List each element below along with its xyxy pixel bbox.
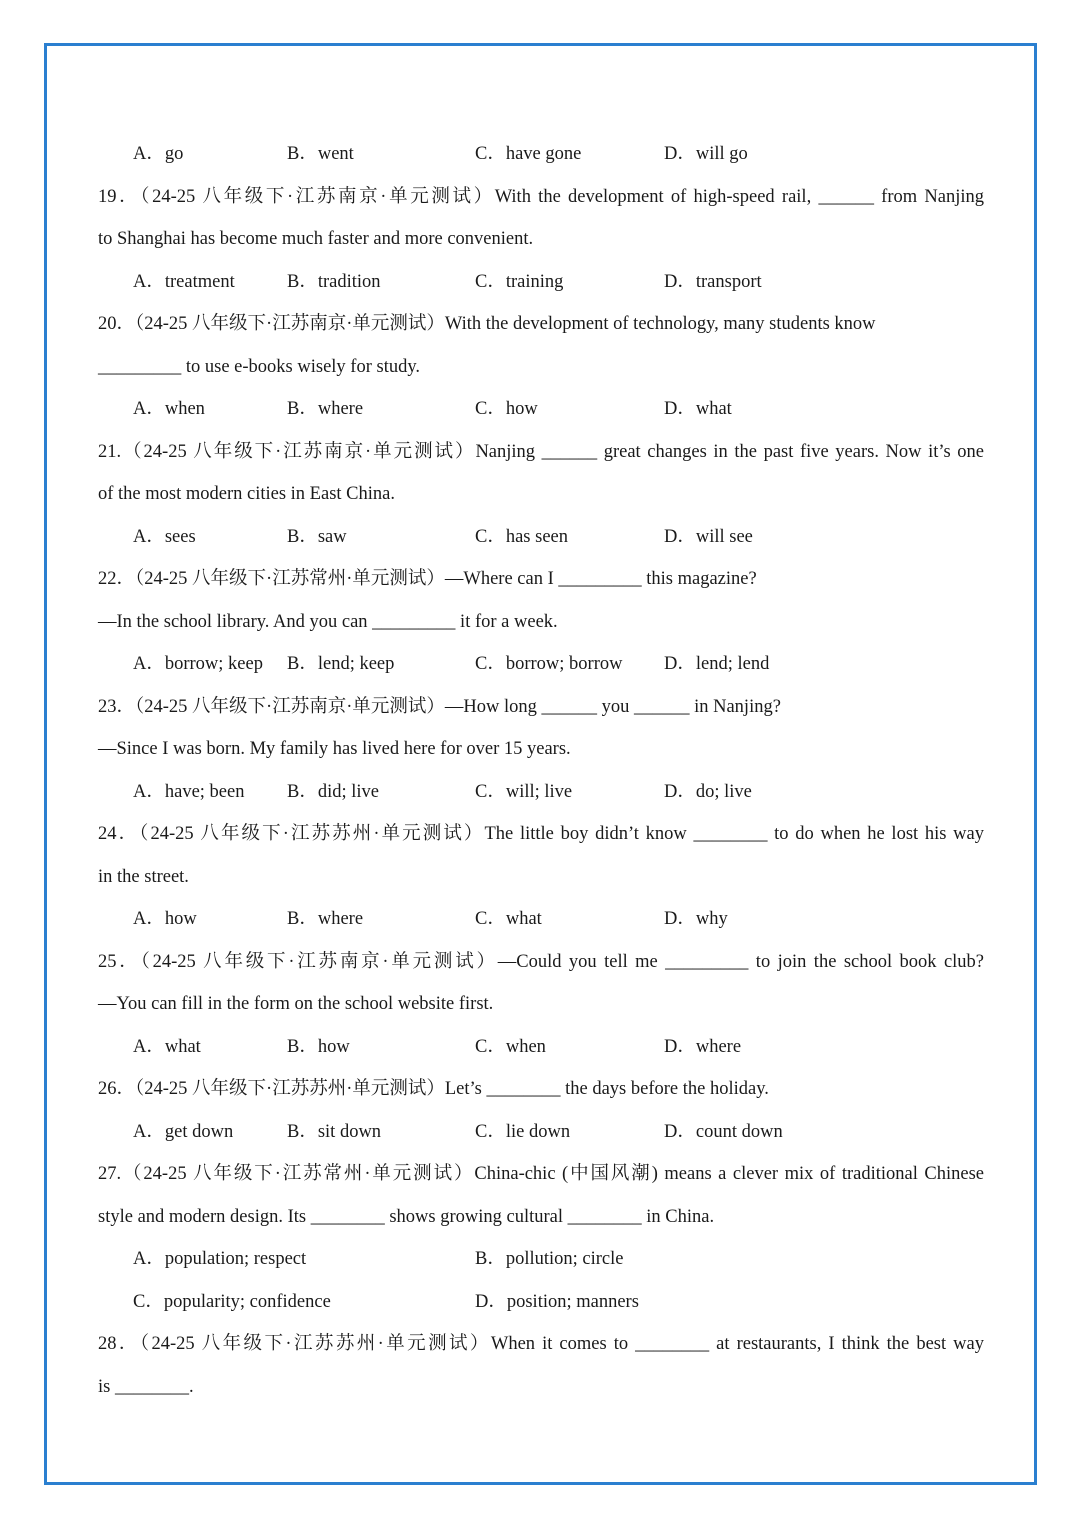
option-d: D．why — [664, 909, 728, 929]
question-stem-23-cont: —Since I was born. My family has lived here for over 15 years. — [98, 739, 571, 759]
question-stem-22: 22．（24-25 八年级下·江苏常州·单元测试）—Where can I _________ this magazine? — [98, 569, 757, 589]
option-a: A．go — [133, 144, 184, 164]
option-c: C．popularity; confidence — [133, 1291, 331, 1312]
options-row-wide — [98, 1281, 984, 1324]
option-a: A．population; respect — [133, 1249, 307, 1269]
question-stem-27: 27.（24-25 八年级下·江苏常州·单元测试）China-chic (中国风潮) means a clever mix of traditional Chinese — [98, 1164, 984, 1184]
question-stem-21: 21.（24-25 八年级下·江苏南京·单元测试）Nanjing ______ great changes in the past five years. Now it’s one — [98, 441, 984, 462]
question-stem-19-cont: to Shanghai has become much faster and more convenient. — [98, 229, 534, 249]
options-row — [98, 261, 984, 304]
option-b: B．tradition — [287, 271, 381, 292]
option-c: C．training — [475, 271, 564, 292]
question-stem-20-cont: _________ to use e-books wisely for study. — [98, 356, 421, 377]
option-d: D．position; manners — [475, 1291, 639, 1312]
option-c: C．what — [475, 909, 542, 929]
option-b: B．sit down — [287, 1121, 382, 1142]
options-row — [98, 1026, 984, 1069]
question-stem-24-cont: in the street. — [98, 866, 189, 887]
option-c: C．have gone — [475, 144, 582, 164]
option-c: C．when — [475, 1036, 546, 1057]
options-row — [98, 388, 984, 431]
question-stem-28: 28．（24-25 八年级下·江苏苏州·单元测试）When it comes to ________ at restaurants, I think the best way — [98, 1334, 984, 1354]
option-d: D．what — [664, 399, 732, 419]
option-c: C．will; live — [475, 781, 573, 802]
option-a: A．what — [133, 1036, 201, 1057]
option-a: A．sees — [133, 526, 196, 547]
options-row — [98, 643, 984, 686]
option-c: C．has seen — [475, 526, 568, 547]
question-stem-22-cont: —In the school library. And you can _________ it for a week. — [98, 611, 558, 632]
option-b: B．how — [287, 1036, 350, 1057]
option-b: B．saw — [287, 526, 347, 547]
question-stem-26: 26．（24-25 八年级下·江苏苏州·单元测试）Let’s ________ the days before the holiday. — [98, 1079, 769, 1099]
question-stem-28-cont: is ________. — [98, 1376, 194, 1397]
option-c: C．borrow; borrow — [475, 654, 623, 674]
options-row-wide — [98, 1238, 984, 1281]
option-b: B．did; live — [287, 781, 379, 802]
option-b: B．where — [287, 909, 364, 929]
question-stem-20: 20．（24-25 八年级下·江苏南京·单元测试）With the development of technology, many students know — [98, 314, 876, 334]
option-a: A．get down — [133, 1121, 234, 1142]
question-list — [98, 133, 984, 1408]
option-d: D．will see — [664, 526, 753, 547]
option-a: A．have; been — [133, 781, 245, 802]
options-row — [98, 516, 984, 559]
option-d: D．will go — [664, 144, 748, 164]
option-a: A．how — [133, 909, 197, 929]
option-d: D．where — [664, 1036, 742, 1057]
option-c: C．lie down — [475, 1121, 571, 1142]
option-d: D．transport — [664, 271, 762, 292]
question-stem-25-cont: —You can fill in the form on the school website first. — [98, 994, 494, 1014]
option-c: C．how — [475, 399, 538, 419]
question-stem-25: 25．（24-25 八年级下·江苏南京·单元测试）—Could you tell me _________ to join the school book club? — [98, 951, 984, 972]
option-b: B．went — [287, 144, 354, 164]
option-a: A．when — [133, 399, 205, 419]
question-stem-19: 19．（24-25 八年级下·江苏南京·单元测试）With the development of high-speed rail, ______ from Nanjing — [98, 186, 984, 207]
question-stem-21-cont: of the most modern cities in East China. — [98, 484, 395, 504]
option-d: D．count down — [664, 1121, 783, 1142]
question-stem-27-cont: style and modern design. Its ________ shows growing cultural ________ in China. — [98, 1206, 715, 1227]
option-b: B．where — [287, 399, 364, 419]
option-a: A．treatment — [133, 271, 235, 292]
option-d: D．lend; lend — [664, 654, 770, 674]
options-row — [98, 771, 984, 814]
question-stem-24: 24．（24-25 八年级下·江苏苏州·单元测试）The little boy didn’t know ________ to do when he lost his way — [98, 824, 984, 844]
options-row — [98, 1111, 984, 1154]
option-b: B．pollution; circle — [475, 1249, 624, 1269]
options-row — [98, 133, 984, 176]
options-row — [98, 898, 984, 941]
option-d: D．do; live — [664, 781, 752, 802]
question-stem-23: 23．（24-25 八年级下·江苏南京·单元测试）—How long ______ you ______ in Nanjing? — [98, 696, 781, 717]
option-a: A．borrow; keep — [133, 654, 263, 674]
option-b: B．lend; keep — [287, 654, 395, 674]
